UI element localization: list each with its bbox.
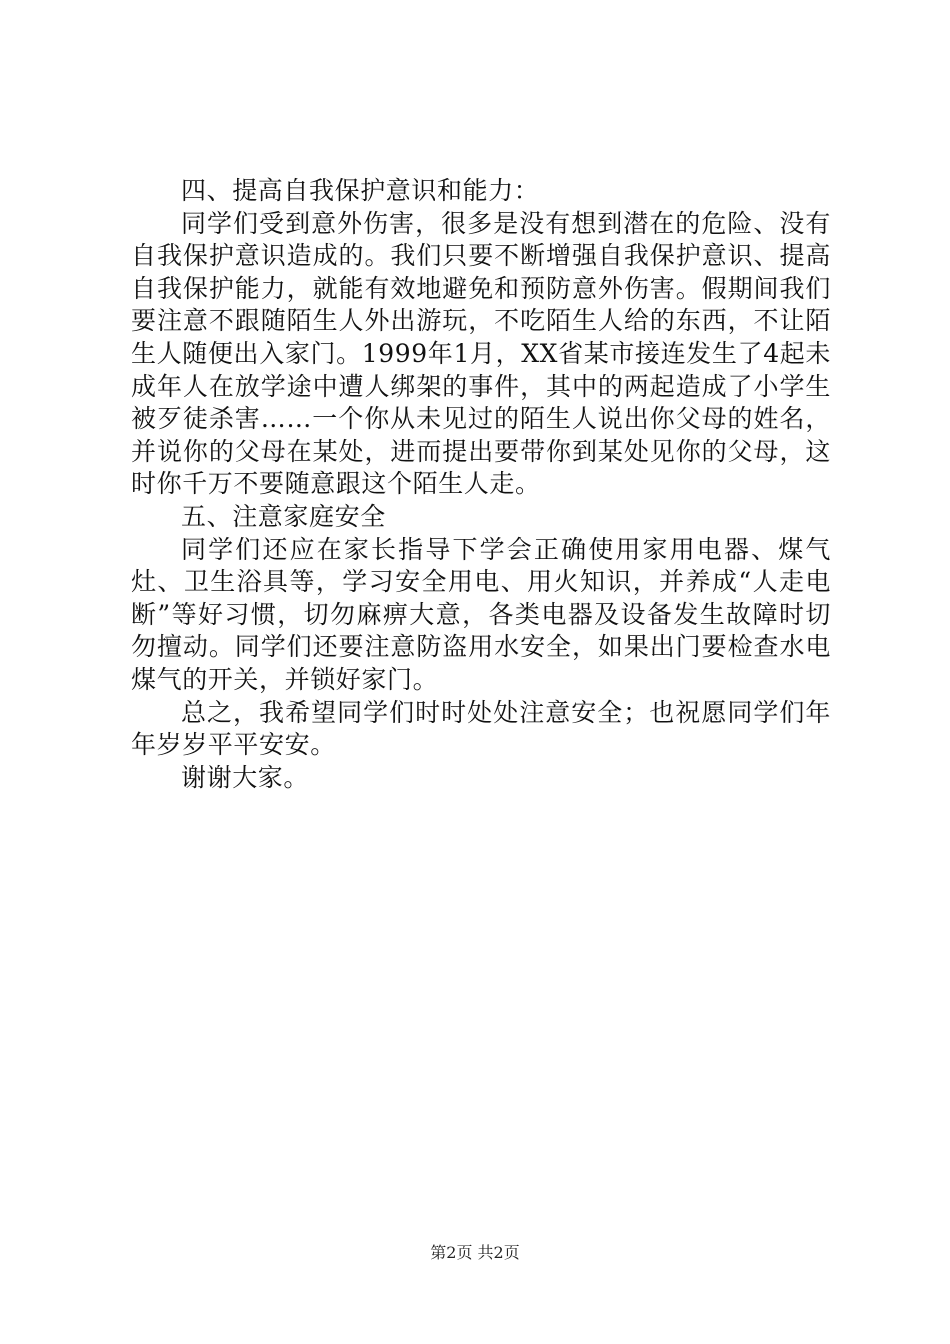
page-footer: 第2页 共2页 xyxy=(430,1243,520,1262)
paragraph-conclusion: 总之，我希望同学们时时处处注意安全；也祝愿同学们年年岁岁平平安安。 xyxy=(131,697,831,760)
paragraph-self-protection: 同学们受到意外伤害，很多是没有想到潜在的危险、没有自我保护意识造成的。我们只要不断增强自我保护意识、提高自我保护能力，就能有效地避免和预防意外伤害。假期间我们要注意不跟随陌生人外出游玩，不吃陌生人给的东西，不让陌生人随便出入家门。1999年1月，XX省某市接连发生了4起未成年人在放学途中遭人绑架的事件，其中的两起造成了小学生被歹徒杀害……一个你从未见过的陌生人说出你父母的姓名，并说你的父母在某处，进而提出要带你到某处见你的父母，这时你千万不要随意跟这个陌生人走。 xyxy=(131,208,831,499)
section-heading-home-safety: 五、注意家庭安全 xyxy=(181,501,386,531)
document-body xyxy=(131,175,831,794)
paragraph-home-safety: 同学们还应在家长指导下学会正确使用家用电器、煤气灶、卫生浴具等，学习安全用电、用火知识，并养成“人走电断”等好习惯，切勿麻痹大意，各类电器及设备发生故障时切勿擅动。同学们还要注意防盗用水安全，如果出门要检查水电煤气的开关，并锁好家门。 xyxy=(131,534,831,694)
section-heading-self-protection: 四、提高自我保护意识和能力： xyxy=(181,176,540,205)
paragraph-thanks: 谢谢大家。 xyxy=(181,762,310,792)
